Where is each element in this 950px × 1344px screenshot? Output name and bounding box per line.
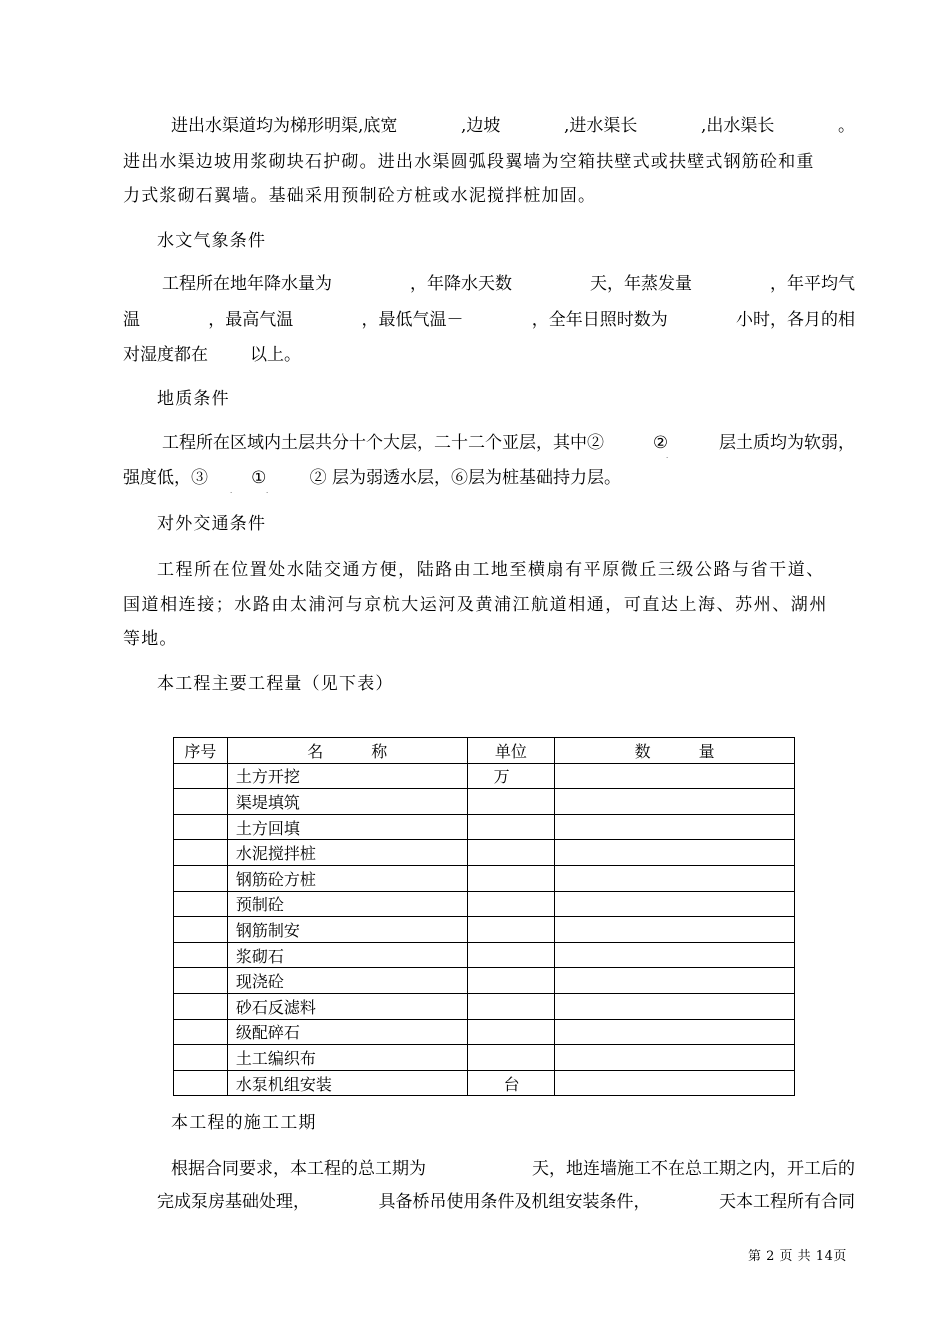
- table-cell: 土方回填: [227, 814, 467, 840]
- table-cell: [555, 891, 795, 917]
- para-schedule-line-2: 完成泵房基础处理， 具备桥吊使用条件及机组安装条件， 天本工程所有合同: [157, 1192, 855, 1212]
- table-row: [174, 865, 795, 891]
- para-hydro-line-2: 温 ，最高气温 ，最低气温－ ，全年日照时数为 小时，各月的相: [123, 310, 855, 330]
- table-cell: [174, 1045, 228, 1071]
- table-cell: 级配碎石: [227, 1019, 467, 1045]
- table-cell: [467, 968, 555, 994]
- table-cell: [555, 763, 795, 789]
- table-cell: 砂石反滤料: [227, 993, 467, 1019]
- para-geology-line-2: 强度低，③ ① ② 层为弱透水层，⑥层为桩基础持力层。: [123, 468, 621, 488]
- table-row: [174, 942, 795, 968]
- heading-hydro: 水文气象条件: [157, 231, 267, 251]
- table-cell: [174, 814, 228, 840]
- dot-mark: .: [666, 452, 669, 460]
- table-cell: [467, 993, 555, 1019]
- table-cell: [174, 968, 228, 994]
- table-row: [174, 1019, 795, 1045]
- para-traffic-line-2: 国道相连接；水路由太浦河与京杭大运河及黄浦江航道相通，可直达上海、苏州、湖州: [123, 595, 828, 615]
- header-quantity: 数 量: [555, 738, 795, 764]
- table-cell: [555, 789, 795, 815]
- table-cell: [467, 865, 555, 891]
- table-cell: [467, 1019, 555, 1045]
- table-row: [174, 763, 795, 789]
- table-cell: 预制砼: [227, 891, 467, 917]
- table-cell: [174, 1070, 228, 1096]
- table-cell: [174, 840, 228, 866]
- table-header-row: [174, 738, 795, 764]
- para-schedule-line-1: 根据合同要求，本工程的总工期为 天，地连墙施工不在总工期之内，开工后的: [171, 1159, 855, 1179]
- header-name: 名 称: [227, 738, 467, 764]
- table-cell: [174, 917, 228, 943]
- table-cell: [174, 763, 228, 789]
- para-channel-line-1: 进出水渠道均为梯形明渠,底宽 ,边坡 ,进水渠长 ,出水渠长 。: [171, 116, 855, 136]
- dot-mark: .: [266, 487, 269, 495]
- page-footer: 第 2 页 共 14页: [748, 1249, 847, 1264]
- table-row: [174, 1045, 795, 1071]
- table-cell: [174, 865, 228, 891]
- table-cell: 现浇砼: [227, 968, 467, 994]
- table-cell: 台: [467, 1070, 555, 1096]
- table-cell: [555, 1019, 795, 1045]
- para-traffic-line-3: 等地。: [123, 629, 178, 649]
- dot-mark: .: [230, 487, 233, 495]
- table-cell: [467, 1045, 555, 1071]
- table-cell: [467, 789, 555, 815]
- table-row: [174, 814, 795, 840]
- quantity-table: [173, 737, 795, 1096]
- table-cell: [174, 942, 228, 968]
- table-cell: 钢筋砼方桩: [227, 865, 467, 891]
- heading-traffic: 对外交通条件: [157, 514, 267, 534]
- para-geology-line-1: 工程所在区域内土层共分十个大层，二十二个亚层，其中② ② 层土质均为软弱，: [162, 433, 855, 453]
- table-row: [174, 993, 795, 1019]
- heading-schedule: 本工程的施工工期: [171, 1113, 317, 1133]
- table-cell: 土方开挖: [227, 763, 467, 789]
- table-cell: [174, 1019, 228, 1045]
- table-row: [174, 968, 795, 994]
- table-cell: 浆砌石: [227, 942, 467, 968]
- table-cell: [555, 968, 795, 994]
- para-channel-line-2: 进出水渠边坡用浆砌块石护砌。进出水渠圆弧段翼墙为空箱扶壁式或扶壁式钢筋砼和重: [123, 152, 815, 172]
- table-cell: [467, 917, 555, 943]
- table-cell: 土工编织布: [227, 1045, 467, 1071]
- table-cell: [174, 993, 228, 1019]
- para-channel-line-3: 力式浆砌石翼墙。基础采用预制砼方桩或水泥搅拌桩加固。: [123, 186, 597, 206]
- para-hydro-line-3: 对湿度都在 以上。: [123, 345, 301, 365]
- heading-quantity: 本工程主要工程量（见下表）: [157, 674, 394, 694]
- para-hydro-line-1: 工程所在地年降水量为 ，年降水天数 天，年蒸发量 ，年平均气: [162, 274, 855, 294]
- table-cell: [174, 789, 228, 815]
- table-cell: [555, 1070, 795, 1096]
- header-unit: 单位: [467, 738, 555, 764]
- heading-geology: 地质条件: [157, 389, 230, 409]
- table-cell: [555, 917, 795, 943]
- table-cell: [174, 891, 228, 917]
- table-row: [174, 917, 795, 943]
- table-row: [174, 1070, 795, 1096]
- table-cell: [555, 942, 795, 968]
- table-cell: [555, 1045, 795, 1071]
- table-cell: [555, 865, 795, 891]
- table-cell: 水泵机组安装: [227, 1070, 467, 1096]
- table-cell: 万: [467, 763, 555, 789]
- table-cell: [467, 840, 555, 866]
- table-cell: [555, 840, 795, 866]
- table-cell: 钢筋制安: [227, 917, 467, 943]
- table-cell: 渠堤填筑: [227, 789, 467, 815]
- table-cell: [555, 993, 795, 1019]
- table-cell: 水泥搅拌桩: [227, 840, 467, 866]
- header-index: 序号: [174, 738, 228, 764]
- table-row: [174, 789, 795, 815]
- para-traffic-line-1: 工程所在位置处水陆交通方便，陆路由工地至横扇有平原微丘三级公路与省干道、: [157, 560, 825, 580]
- table-cell: [555, 814, 795, 840]
- table-cell: [467, 891, 555, 917]
- table-cell: [467, 942, 555, 968]
- table-cell: [467, 814, 555, 840]
- table-row: [174, 840, 795, 866]
- table-row: [174, 891, 795, 917]
